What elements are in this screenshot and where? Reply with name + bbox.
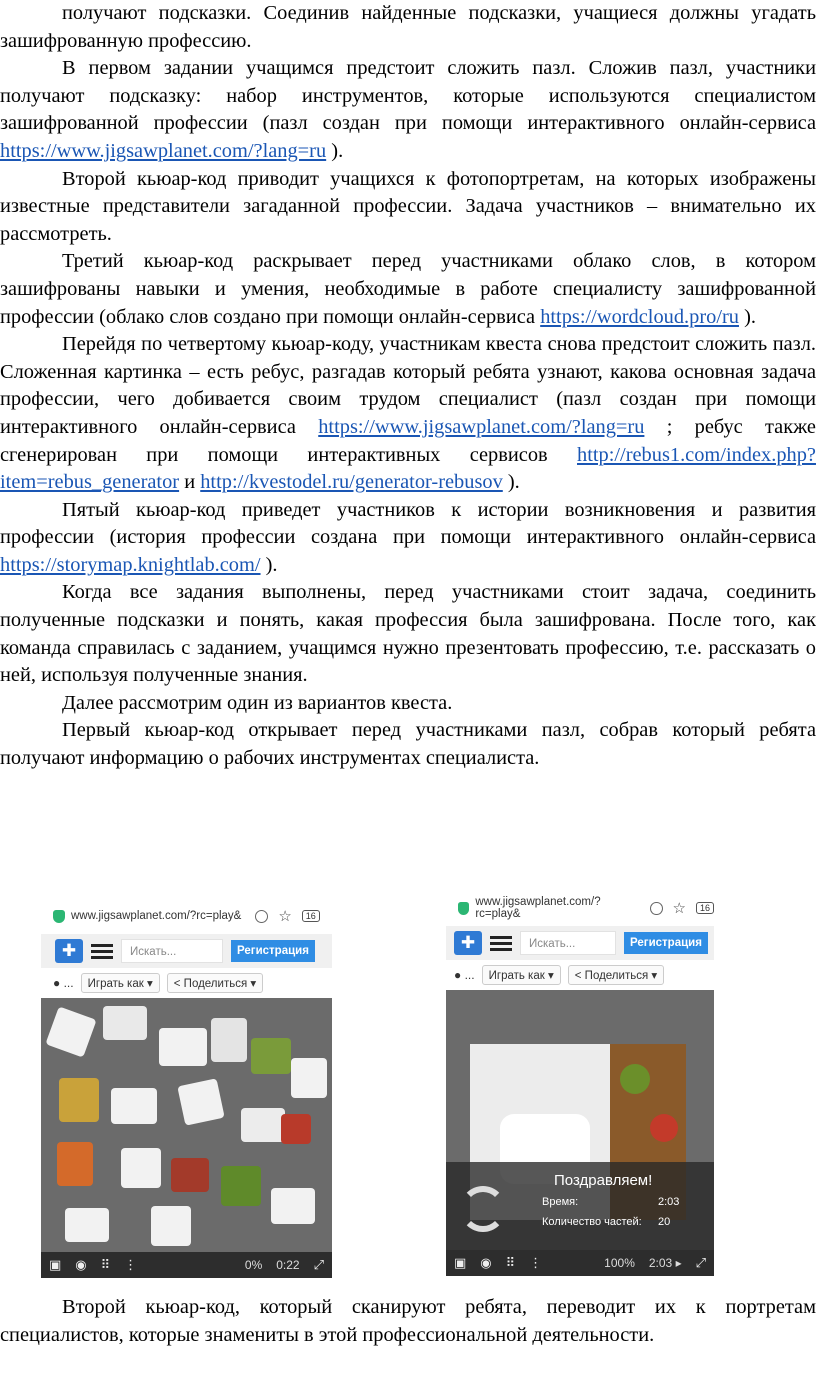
puzzle-piece[interactable] — [221, 1166, 261, 1206]
puzzle-piece[interactable] — [211, 1018, 247, 1062]
paragraph-5: Пятый кьюар-код приведет участников к истории возникновения и развития профессии (история профессии создана при помощи интерактивного онлайн-сервиса https://storymap.knightlab.com/ ). — [0, 498, 816, 576]
congrats-overlay — [446, 1162, 714, 1250]
browser-url-bar[interactable] — [41, 898, 332, 934]
jigsawplanet-link[interactable]: https://www.jigsawplanet.com/?lang=ru — [0, 139, 327, 162]
parts-value: 20 — [658, 1216, 671, 1228]
time-value: 2:03 — [658, 1196, 680, 1208]
play-as-button[interactable]: Играть как ▾ — [482, 965, 561, 985]
paragraph-4: Перейдя по четвертому кьюар-коду, участникам квеста снова предстоит сложить пазл. Сложенная картинка – есть ребус, разгадав который ребята узнают, какова основная задача профессии, чего добивается своим трудом специалист (пазл создан при помощи интерактивного онлайн-сервиса https://www.jigsawplanet.com/?lang=ru ; ребус также сгенерирован при помощи интерактивных сервисов http://rebus1.com/index.php?item=rebus_generator и http://kvestodel.ru/generator-rebusov ). — [0, 333, 816, 494]
puzzle-piece[interactable] — [291, 1058, 327, 1098]
parts-label: Количество частей: — [542, 1216, 642, 1228]
puzzle-piece[interactable] — [57, 1142, 93, 1186]
register-button[interactable]: Регистрация — [624, 932, 708, 954]
more-icon[interactable]: ⋮ — [529, 1255, 543, 1270]
fullscreen-icon[interactable]: ⤢ — [313, 1257, 324, 1272]
grid-icon[interactable]: ⠿ — [100, 1257, 111, 1272]
puzzle-logo-icon[interactable]: ✚ — [55, 939, 83, 963]
puzzle-piece[interactable] — [177, 1078, 224, 1125]
image-icon[interactable]: ▣ — [454, 1255, 467, 1270]
time-label: Время: — [542, 1196, 579, 1208]
shield-icon — [53, 910, 65, 923]
ghost-icon[interactable]: ◉ — [75, 1257, 87, 1272]
action-row — [41, 968, 332, 998]
circle-icon[interactable] — [255, 910, 268, 923]
puzzle-status-bar — [41, 1252, 332, 1278]
wordcloud-link[interactable]: https://wordcloud.pro/ru — [540, 305, 739, 328]
puzzle-piece[interactable] — [159, 1028, 207, 1066]
puzzle-board[interactable] — [446, 990, 714, 1276]
puzzle-piece[interactable] — [251, 1038, 291, 1074]
paragraph-0: получают подсказки. Соединив найденные подсказки, учащиеся должны угадать зашифрованную профессию. — [0, 2, 816, 52]
circle-icon[interactable] — [650, 902, 662, 915]
puzzle-piece[interactable] — [111, 1088, 157, 1124]
puzzle-piece[interactable] — [171, 1158, 209, 1192]
site-toolbar — [41, 934, 332, 968]
storymap-link[interactable]: https://storymap.knightlab.com/ — [0, 553, 261, 576]
paragraph-6: Когда все задания выполнены, перед участниками стоит задача, соединить полученные подсказки и понять, какая профессия была зашифрована. После того, как команда справилась с заданием, учащимся нужно презентовать профессию, т.е. рассказать о ней, используя полученные знания. — [0, 581, 816, 687]
image-icon[interactable]: ▣ — [49, 1257, 62, 1272]
tabs-count[interactable]: 16 — [696, 902, 714, 914]
paragraph-9: Второй кьюар-код, который сканируют ребята, переводит их к портретам специалистов, которые знамениты в этой профессиональной деятельности. — [0, 1296, 816, 1346]
screenshot-puzzle-in-progress — [41, 898, 332, 1278]
progress-text: 100% — [604, 1256, 635, 1270]
kvestodel-link[interactable]: http://kvestodel.ru/generator-rebusov — [200, 471, 503, 494]
rebus1-link[interactable]: http://rebus1.com/index.php?item=rebus_generator — [0, 443, 816, 494]
document-footer-text — [0, 1294, 816, 1349]
paragraph-3: Третий кьюар-код раскрывает перед участниками облако слов, в котором зашифрованы навыки и умения, необходимые в работе специалисту зашифрованной профессии (облако слов создано при помощи онлайн-сервиса https://wordcloud.pro/ru ). — [0, 250, 816, 328]
more-icon[interactable]: ⋮ — [124, 1257, 138, 1272]
jigsawplanet-link-2[interactable]: https://www.jigsawplanet.com/?lang=ru — [318, 415, 645, 438]
progress-text: 0% — [244, 1258, 263, 1272]
action-row — [446, 960, 714, 990]
star-icon[interactable]: ☆ — [278, 908, 292, 925]
url-text: www.jigsawplanet.com/?rc=play& — [475, 896, 601, 920]
fullscreen-icon[interactable]: ⤢ — [695, 1255, 706, 1270]
paragraph-7: Далее рассмотрим один из вариантов квеста. — [62, 691, 453, 714]
menu-icon[interactable] — [490, 936, 512, 951]
paragraph-8: Первый кьюар-код открывает перед участниками пазл, собрав который ребята получают информацию о рабочих инструментах специалиста. — [0, 719, 816, 770]
congrats-title: Поздравляем! — [554, 1172, 653, 1189]
reload-icon[interactable] — [460, 1186, 506, 1232]
tabs-count[interactable]: 16 — [302, 910, 320, 922]
register-button[interactable]: Регистрация — [231, 940, 315, 962]
puzzle-piece[interactable] — [45, 1006, 96, 1057]
play-as-button[interactable]: Играть как ▾ — [81, 973, 160, 993]
puzzle-piece[interactable] — [121, 1148, 161, 1188]
url-text: www.jigsawplanet.com/?rc=play& — [71, 910, 242, 922]
star-icon[interactable]: ☆ — [672, 900, 686, 917]
ghost-icon[interactable]: ◉ — [480, 1255, 492, 1270]
timer-text: 2:03 ▸ — [648, 1256, 682, 1270]
puzzle-piece[interactable] — [151, 1206, 191, 1246]
user-icon[interactable]: ● ... — [454, 968, 475, 982]
search-input[interactable]: Искать... — [520, 931, 616, 955]
browser-url-bar[interactable] — [446, 890, 714, 926]
site-toolbar — [446, 926, 714, 960]
paragraph-2: Второй кьюар-код приводит учащихся к фотопортретам, на которых изображены известные представители загаданной профессии. Задача участников – внимательно их рассмотреть. — [0, 167, 816, 245]
puzzle-piece[interactable] — [241, 1108, 285, 1142]
grid-icon[interactable]: ⠿ — [505, 1255, 516, 1270]
puzzle-piece[interactable] — [281, 1114, 311, 1144]
puzzle-status-bar — [446, 1250, 714, 1276]
share-button[interactable]: < Поделиться ▾ — [167, 973, 263, 993]
puzzle-piece[interactable] — [65, 1208, 109, 1242]
screenshot-puzzle-completed — [446, 890, 714, 1276]
puzzle-piece[interactable] — [271, 1188, 315, 1224]
search-input[interactable]: Искать... — [121, 939, 223, 963]
puzzle-board[interactable] — [41, 998, 332, 1278]
puzzle-piece[interactable] — [59, 1078, 99, 1122]
puzzle-piece[interactable] — [103, 1006, 147, 1040]
share-button[interactable]: < Поделиться ▾ — [568, 965, 664, 985]
paragraph-1: В первом задании учащимся предстоит сложить пазл. Сложив пазл, участники получают подсказку: набор инструментов, которые используются специалистом зашифрованной профессии (пазл создан при помощи интерактивного онлайн-сервиса https://www.jigsawplanet.com/?lang=ru ). — [0, 57, 816, 162]
user-icon[interactable]: ● ... — [53, 976, 74, 990]
menu-icon[interactable] — [91, 944, 113, 959]
shield-icon — [458, 902, 469, 915]
timer-text: 0:22 — [276, 1258, 300, 1272]
puzzle-logo-icon[interactable]: ✚ — [454, 931, 482, 955]
